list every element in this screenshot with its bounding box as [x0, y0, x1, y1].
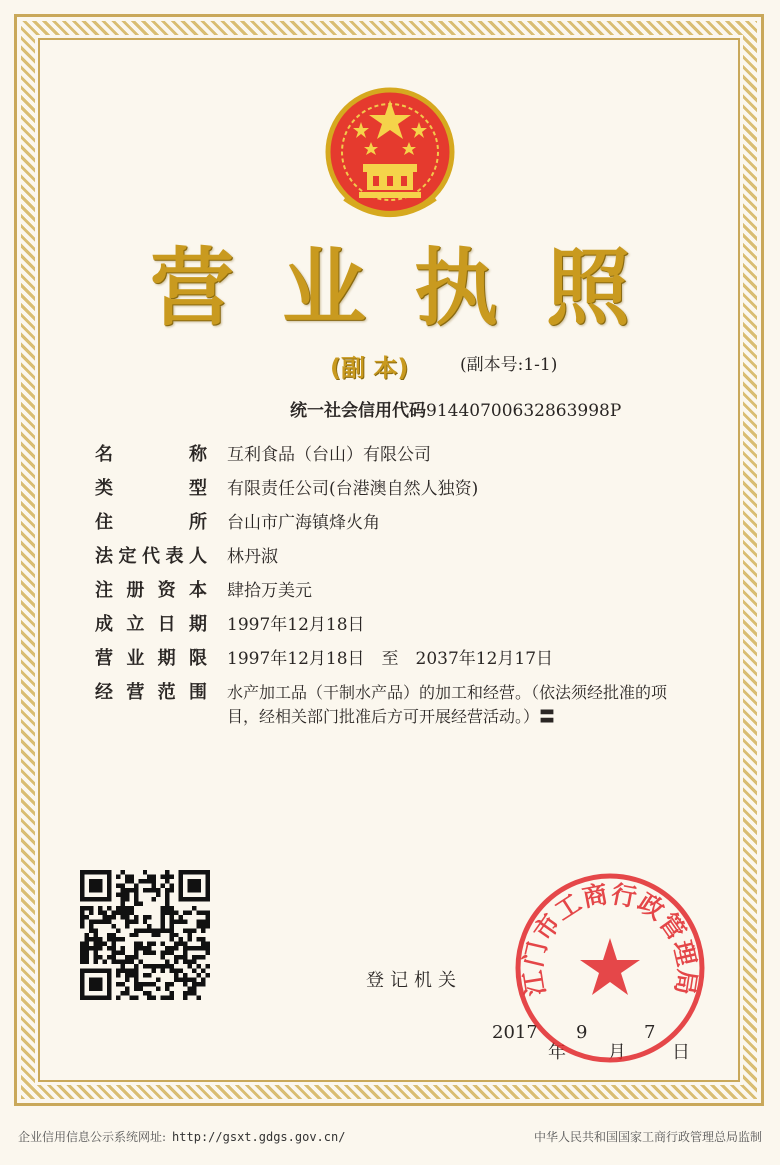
label-char: 成 — [95, 614, 113, 635]
label-char: 类 — [95, 478, 113, 499]
field-value: 肆拾万美元 — [227, 581, 312, 601]
label-char: 住 — [95, 512, 113, 533]
label-char: 业 — [126, 648, 145, 669]
title-char: 执 — [413, 239, 498, 337]
label-char: 所 — [189, 512, 207, 533]
field-value: 1997年12月18日 至 2037年12月17日 — [227, 649, 554, 669]
label-char: 表 — [165, 546, 184, 567]
registration-authority-label: 登记机关 — [366, 970, 462, 991]
title-char: 营 — [150, 239, 235, 337]
label-char: 人 — [189, 546, 207, 567]
field-value: 1997年12月18日 — [227, 615, 365, 635]
label-char: 范 — [157, 682, 176, 703]
field-label — [95, 642, 213, 676]
field-label — [95, 540, 213, 574]
label-char: 营 — [126, 682, 145, 703]
field-address — [95, 506, 695, 540]
footer-website-link[interactable]: http://gsxt.gdgs.gov.cn/ — [172, 1130, 346, 1144]
credit-code-label: 统一社会信用代码 — [290, 401, 426, 421]
title-char: 照 — [545, 239, 630, 337]
label-char: 型 — [189, 478, 207, 499]
field-type — [95, 472, 695, 506]
date-month-unit: 月 — [608, 1042, 626, 1063]
label-char: 限 — [188, 648, 207, 669]
field-business-scope — [95, 676, 695, 729]
footer-website — [18, 1128, 345, 1145]
field-legal-representative — [95, 540, 695, 574]
official-seal-icon — [510, 868, 710, 1068]
field-value: 互利食品（台山）有限公司 — [227, 445, 431, 465]
seal-text: 江门市工商行政管理局 — [518, 879, 702, 998]
footer-website-label: 企业信用信息公示系统网址: — [18, 1130, 167, 1144]
label-char: 册 — [126, 580, 145, 601]
license-fields — [95, 438, 695, 729]
label-char: 定 — [118, 546, 137, 567]
field-name — [95, 438, 695, 472]
date-day-unit: 日 — [672, 1042, 690, 1063]
credit-code-line — [290, 396, 621, 421]
national-emblem-icon — [315, 80, 465, 230]
footer-issuer: 中华人民共和国国家工商行政管理总局监制 — [533, 1130, 762, 1144]
label-char: 期 — [157, 648, 176, 669]
license-title — [150, 238, 630, 338]
label-char: 名 — [95, 444, 113, 465]
copy-number: (副本号:1-1) — [460, 355, 558, 375]
field-value: 台山市广海镇烽火角 — [227, 513, 380, 533]
field-label — [95, 472, 213, 506]
label-char: 资 — [157, 580, 176, 601]
copy-label: (副 本) — [330, 354, 409, 382]
field-business-term — [95, 642, 695, 676]
label-char: 注 — [95, 580, 113, 601]
field-establishment-date — [95, 608, 695, 642]
date-month: 9 — [576, 1022, 588, 1043]
qr-code-icon[interactable] — [80, 870, 210, 1000]
field-label — [95, 608, 213, 642]
date-year-unit: 年 — [548, 1042, 566, 1063]
field-value: 有限责任公司(台港澳自然人独资) — [227, 479, 479, 499]
label-char: 本 — [188, 580, 207, 601]
field-label — [95, 438, 213, 472]
title-char: 业 — [281, 239, 366, 337]
credit-code-value: 91440700632863998P — [426, 401, 622, 421]
field-label — [95, 506, 213, 540]
label-char: 经 — [95, 682, 113, 703]
label-char: 称 — [189, 444, 207, 465]
date-day: 7 — [644, 1022, 656, 1043]
label-char: 立 — [126, 614, 145, 635]
label-char: 围 — [188, 682, 207, 703]
label-char: 法 — [95, 546, 113, 567]
label-char: 代 — [142, 546, 160, 567]
field-registered-capital — [95, 574, 695, 608]
label-char: 日 — [157, 614, 176, 635]
field-value: 林丹淑 — [227, 547, 278, 567]
field-label — [95, 676, 213, 710]
field-value: 水产加工品（干制水产品）的加工和经营。（依法须经批准的项目，经相关部门批准后方可开展经营活动。）〓 — [227, 683, 668, 726]
label-char: 营 — [95, 648, 113, 669]
field-label — [95, 574, 213, 608]
label-char: 期 — [188, 614, 207, 635]
date-year: 2017 — [492, 1022, 538, 1043]
